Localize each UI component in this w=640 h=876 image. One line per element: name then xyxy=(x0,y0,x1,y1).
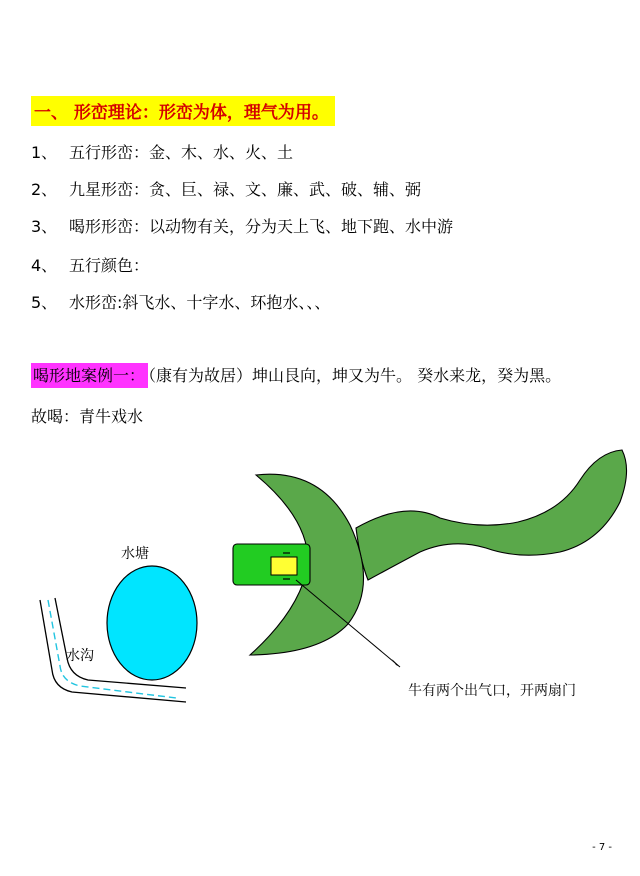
pond-label: 水塘 xyxy=(121,546,149,562)
list-item-number: 3、 xyxy=(31,217,58,236)
list-item-text: 五行形峦：金、木、水、火、土 xyxy=(69,143,294,162)
annotation-note: 牛有两个出气口，开两扇门 xyxy=(408,683,576,699)
case-line xyxy=(31,363,561,386)
pointer-arrowhead xyxy=(392,659,400,667)
list-item xyxy=(31,177,421,200)
case-tag: 喝形地案例一： xyxy=(31,363,148,388)
list-item-number: 4、 xyxy=(31,256,58,275)
list-item xyxy=(31,140,293,163)
ox-water-diagram xyxy=(0,430,640,760)
ox-nostrils xyxy=(271,557,297,575)
list-item xyxy=(31,290,330,313)
page-number: - 7 - xyxy=(592,842,612,853)
list-item-text: 九星形峦：贪、巨、禄、文、廉、武、破、辅、弼 xyxy=(69,180,422,199)
list-item-number: 1、 xyxy=(31,143,58,162)
ditch-label: 水沟 xyxy=(66,648,94,664)
list-item xyxy=(31,214,453,237)
list-item-number: 2、 xyxy=(31,180,58,199)
list-item xyxy=(31,253,149,276)
case-text: （康有为故居）坤山艮向，坤又为牛。 癸水来龙，癸为黑。 xyxy=(148,366,562,385)
pond xyxy=(107,566,197,680)
list-item-text: 喝形形峦：以动物有关，分为天上飞、地下跑、水中游 xyxy=(69,217,454,236)
ox-tail xyxy=(356,450,627,580)
list-item-text: 五行颜色： xyxy=(69,256,150,275)
section-heading: 一、 形峦理论：形峦为体，理气为用。 xyxy=(31,96,335,126)
list-item-text: 水形峦:斜飞水、十字水、环抱水、、、 xyxy=(69,293,331,312)
list-item-number: 5、 xyxy=(31,293,58,312)
case-conclusion: 故喝：青牛戏水 xyxy=(31,407,144,426)
